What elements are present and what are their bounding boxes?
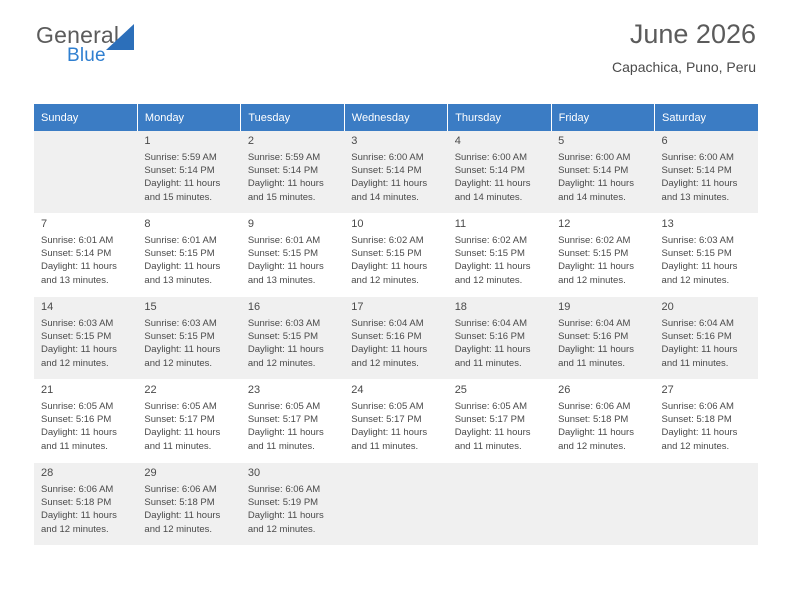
- calendar-cell: [34, 380, 137, 463]
- day-detail-line: Daylight: 11 hours: [558, 344, 634, 356]
- day-cell-20[interactable]: [655, 297, 758, 379]
- day-number: 7: [41, 218, 48, 230]
- calendar-cell: [241, 214, 344, 297]
- calendar-body: [34, 131, 758, 546]
- day-cell-9[interactable]: [241, 214, 344, 296]
- day-detail-line: Sunset: 5:18 PM: [661, 414, 732, 426]
- day-detail-line: Sunset: 5:17 PM: [247, 414, 319, 426]
- day-cell-24[interactable]: [344, 380, 447, 462]
- day-number: 10: [351, 218, 364, 230]
- day-detail-line: Daylight: 11 hours: [558, 261, 634, 273]
- day-detail-line: Daylight: 11 hours: [351, 427, 428, 439]
- day-detail-line: Sunrise: 6:02 AM: [351, 235, 424, 246]
- day-detail-line: Sunrise: 6:03 AM: [41, 318, 114, 329]
- day-detail-line: and 12 minutes.: [144, 523, 213, 535]
- calendar-cell: [241, 463, 344, 546]
- calendar-cell: [34, 131, 137, 214]
- calendar-cell: [137, 380, 240, 463]
- day-detail-line: Daylight: 11 hours: [144, 261, 221, 273]
- day-details: [248, 483, 338, 536]
- day-details: [662, 317, 752, 370]
- day-detail-line: Daylight: 11 hours: [144, 344, 221, 356]
- day-details: [455, 234, 545, 287]
- day-detail-line: and 11 minutes.: [661, 357, 729, 369]
- day-detail-line: Sunset: 5:14 PM: [247, 165, 319, 177]
- day-detail-line: Sunrise: 6:03 AM: [247, 318, 321, 329]
- day-detail-line: Sunrise: 6:05 AM: [144, 401, 217, 412]
- day-detail-line: Sunrise: 6:01 AM: [41, 235, 114, 246]
- day-detail-line: Sunset: 5:14 PM: [454, 165, 525, 177]
- day-detail-line: Sunset: 5:14 PM: [351, 165, 422, 177]
- day-number: 28: [41, 467, 54, 479]
- day-detail-line: Daylight: 11 hours: [41, 427, 117, 439]
- day-detail-line: and 12 minutes.: [558, 440, 626, 452]
- calendar-cell: [448, 214, 551, 297]
- day-cell-22[interactable]: [137, 380, 240, 462]
- day-detail-line: and 12 minutes.: [144, 357, 213, 369]
- day-number: 25: [454, 384, 467, 396]
- day-detail-line: and 12 minutes.: [247, 357, 316, 369]
- day-details: [248, 400, 338, 453]
- calendar-cell: [448, 131, 551, 214]
- day-detail-line: Sunset: 5:16 PM: [661, 331, 732, 343]
- day-cell-12[interactable]: [551, 214, 654, 296]
- day-detail-line: and 12 minutes.: [41, 357, 109, 369]
- day-detail-line: and 13 minutes.: [41, 274, 109, 286]
- calendar-cell: [344, 380, 447, 463]
- day-detail-line: Sunrise: 6:00 AM: [661, 152, 734, 163]
- weekday-header-tuesday: Tuesday: [241, 104, 344, 131]
- day-detail-line: Daylight: 11 hours: [454, 261, 531, 273]
- day-detail-line: Sunset: 5:15 PM: [454, 248, 525, 260]
- day-number: 12: [558, 218, 571, 230]
- day-number: 17: [351, 301, 364, 313]
- calendar-week-row: [34, 131, 758, 214]
- day-detail-line: and 12 minutes.: [247, 523, 316, 535]
- day-detail-line: Sunset: 5:18 PM: [144, 497, 215, 509]
- day-cell-empty: [344, 463, 447, 545]
- calendar-cell: [241, 131, 344, 214]
- weekday-header-thursday: Thursday: [448, 104, 551, 131]
- day-detail-line: and 13 minutes.: [661, 191, 730, 203]
- calendar-cell: [551, 380, 654, 463]
- day-cell-empty: [34, 131, 137, 213]
- day-number: 26: [558, 384, 571, 396]
- day-detail-line: Sunrise: 6:00 AM: [351, 152, 424, 163]
- day-detail-line: and 12 minutes.: [351, 274, 419, 286]
- page-title: June 2026: [629, 19, 756, 49]
- day-details: [41, 234, 131, 287]
- calendar-cell: [448, 463, 551, 546]
- day-detail-line: Sunset: 5:14 PM: [144, 165, 215, 177]
- day-cell-29[interactable]: [137, 463, 240, 545]
- day-detail-line: Sunset: 5:16 PM: [351, 331, 422, 343]
- day-detail-line: and 11 minutes.: [351, 440, 419, 452]
- day-cell-1[interactable]: [137, 131, 240, 213]
- day-details: [41, 317, 131, 370]
- day-details: [662, 400, 752, 453]
- day-detail-line: Daylight: 11 hours: [661, 344, 738, 356]
- day-detail-line: Sunrise: 6:06 AM: [661, 401, 734, 412]
- day-detail-line: Sunrise: 5:59 AM: [247, 152, 321, 163]
- day-number: 19: [558, 301, 571, 313]
- day-detail-line: Sunset: 5:18 PM: [558, 414, 629, 426]
- calendar-week-row: [34, 214, 758, 297]
- calendar-cell: [551, 214, 654, 297]
- calendar-cell: [137, 297, 240, 380]
- day-detail-line: Daylight: 11 hours: [144, 510, 221, 522]
- day-detail-line: Sunrise: 6:05 AM: [247, 401, 321, 412]
- day-details: [144, 317, 234, 370]
- day-detail-line: Sunrise: 6:06 AM: [41, 484, 114, 495]
- day-cell-empty: [655, 463, 758, 545]
- calendar-cell: [655, 297, 758, 380]
- day-detail-line: Daylight: 11 hours: [661, 178, 738, 190]
- day-detail-line: Sunset: 5:14 PM: [558, 165, 629, 177]
- day-detail-line: Sunset: 5:18 PM: [41, 497, 112, 509]
- day-detail-line: Sunrise: 6:06 AM: [558, 401, 631, 412]
- day-detail-line: Sunrise: 5:59 AM: [144, 152, 217, 163]
- weekday-header-monday: Monday: [137, 104, 240, 131]
- location-subtitle: Capachica, Puno, Peru: [612, 59, 756, 75]
- calendar-cell: [137, 214, 240, 297]
- day-details: [558, 234, 648, 287]
- day-details: [248, 234, 338, 287]
- day-details: [351, 317, 441, 370]
- weekday-header-saturday: Saturday: [655, 104, 758, 131]
- day-details: [351, 234, 441, 287]
- day-detail-line: and 12 minutes.: [351, 357, 419, 369]
- day-number: 6: [661, 135, 668, 147]
- day-details: [144, 234, 234, 287]
- day-detail-line: Sunset: 5:15 PM: [247, 331, 319, 343]
- day-detail-line: Sunrise: 6:06 AM: [247, 484, 321, 495]
- calendar-cell: [137, 131, 240, 214]
- day-number: 22: [144, 384, 157, 396]
- day-cell-10[interactable]: [344, 214, 447, 296]
- day-detail-line: Sunrise: 6:02 AM: [558, 235, 631, 246]
- day-detail-line: and 14 minutes.: [454, 191, 523, 203]
- day-details: [455, 317, 545, 370]
- day-detail-line: Daylight: 11 hours: [351, 178, 428, 190]
- day-detail-line: Daylight: 11 hours: [247, 261, 324, 273]
- day-details: [144, 151, 234, 204]
- day-cell-empty: [448, 463, 551, 545]
- day-detail-line: Sunset: 5:16 PM: [41, 414, 112, 426]
- day-number: 21: [41, 384, 54, 396]
- calendar-cell: [655, 131, 758, 214]
- day-detail-line: and 11 minutes.: [454, 440, 522, 452]
- day-detail-line: Sunset: 5:16 PM: [558, 331, 629, 343]
- day-detail-line: Daylight: 11 hours: [144, 427, 221, 439]
- day-detail-line: Daylight: 11 hours: [661, 261, 738, 273]
- calendar-cell: [448, 380, 551, 463]
- day-cell-19[interactable]: [551, 297, 654, 379]
- page-header: [34, 0, 758, 75]
- day-details: [144, 483, 234, 536]
- day-detail-line: Sunset: 5:15 PM: [558, 248, 629, 260]
- day-number: 4: [454, 135, 461, 147]
- day-number: 29: [144, 467, 157, 479]
- day-cell-7[interactable]: [34, 214, 137, 296]
- day-detail-line: Sunset: 5:19 PM: [247, 497, 319, 509]
- day-number: 23: [247, 384, 261, 396]
- sunrise-sunset-calendar: [34, 104, 758, 546]
- calendar-cell: [551, 463, 654, 546]
- day-details: [558, 151, 648, 204]
- day-detail-line: Sunrise: 6:04 AM: [351, 318, 424, 329]
- calendar-cell: [344, 214, 447, 297]
- day-detail-line: Sunset: 5:14 PM: [661, 165, 732, 177]
- day-number: 11: [454, 218, 467, 230]
- day-number: 20: [661, 301, 674, 313]
- day-cell-11[interactable]: [448, 214, 551, 296]
- weekday-header-wednesday: Wednesday: [344, 104, 447, 131]
- day-detail-line: Daylight: 11 hours: [247, 510, 324, 522]
- day-detail-line: and 15 minutes.: [247, 191, 316, 203]
- day-cell-18[interactable]: [448, 297, 551, 379]
- day-cell-26[interactable]: [551, 380, 654, 462]
- day-detail-line: Daylight: 11 hours: [558, 427, 634, 439]
- day-cell-17[interactable]: [344, 297, 447, 379]
- day-detail-line: Sunrise: 6:05 AM: [351, 401, 424, 412]
- calendar-cell: [344, 131, 447, 214]
- day-number: 30: [247, 467, 261, 479]
- day-detail-line: Daylight: 11 hours: [351, 261, 428, 273]
- day-details: [248, 151, 338, 204]
- calendar-cell: [551, 131, 654, 214]
- day-detail-line: Sunset: 5:16 PM: [454, 331, 525, 343]
- day-detail-line: Sunset: 5:15 PM: [144, 248, 215, 260]
- day-details: [662, 151, 752, 204]
- day-detail-line: Daylight: 11 hours: [144, 178, 221, 190]
- day-number: 15: [144, 301, 157, 313]
- day-cell-25[interactable]: [448, 380, 551, 462]
- day-number: 1: [144, 135, 151, 147]
- day-detail-line: Sunrise: 6:04 AM: [558, 318, 631, 329]
- day-details: [351, 151, 441, 204]
- day-detail-line: Sunset: 5:17 PM: [454, 414, 525, 426]
- day-detail-line: Sunset: 5:15 PM: [247, 248, 319, 260]
- logo-triangle-icon: [106, 24, 134, 50]
- day-cell-13[interactable]: [655, 214, 758, 296]
- day-cell-5[interactable]: [551, 131, 654, 213]
- day-detail-line: and 11 minutes.: [247, 440, 315, 452]
- day-details: [248, 317, 338, 370]
- day-detail-line: Daylight: 11 hours: [351, 344, 428, 356]
- day-details: [144, 400, 234, 453]
- day-detail-line: Daylight: 11 hours: [247, 178, 324, 190]
- day-detail-line: Daylight: 11 hours: [454, 178, 531, 190]
- weekday-header-sunday: Sunday: [34, 104, 137, 131]
- day-details: [558, 400, 648, 453]
- calendar-cell: [551, 297, 654, 380]
- day-cell-21[interactable]: [34, 380, 137, 462]
- day-detail-line: Sunset: 5:15 PM: [144, 331, 215, 343]
- calendar-cell: [344, 463, 447, 546]
- calendar-cell: [448, 297, 551, 380]
- day-details: [351, 400, 441, 453]
- general-blue-logo: [36, 22, 216, 70]
- day-details: [662, 234, 752, 287]
- calendar-week-row: [34, 380, 758, 463]
- day-detail-line: Sunset: 5:17 PM: [351, 414, 422, 426]
- day-cell-27[interactable]: [655, 380, 758, 462]
- weekday-header-friday: Friday: [551, 104, 654, 131]
- calendar-week-row: [34, 297, 758, 380]
- day-cell-3[interactable]: [344, 131, 447, 213]
- day-detail-line: Daylight: 11 hours: [41, 344, 117, 356]
- day-detail-line: and 13 minutes.: [144, 274, 213, 286]
- logo-text-general: General: [36, 22, 120, 48]
- day-details: [455, 151, 545, 204]
- calendar-cell: [344, 297, 447, 380]
- day-detail-line: Sunrise: 6:05 AM: [454, 401, 528, 412]
- logo-text-blue: Blue: [67, 45, 106, 66]
- day-cell-28[interactable]: [34, 463, 137, 545]
- day-cell-30[interactable]: [241, 463, 344, 545]
- day-cell-6[interactable]: [655, 131, 758, 213]
- day-number: 27: [661, 384, 674, 396]
- calendar-cell: [241, 297, 344, 380]
- day-cell-8[interactable]: [137, 214, 240, 296]
- calendar-week-row: [34, 463, 758, 546]
- day-detail-line: Sunrise: 6:03 AM: [661, 235, 734, 246]
- day-detail-line: and 12 minutes.: [454, 274, 523, 286]
- day-number: 24: [351, 384, 364, 396]
- day-detail-line: Daylight: 11 hours: [661, 427, 738, 439]
- calendar-cell: [34, 463, 137, 546]
- day-detail-line: and 13 minutes.: [247, 274, 316, 286]
- day-detail-line: and 14 minutes.: [558, 191, 626, 203]
- day-cell-2[interactable]: [241, 131, 344, 213]
- day-detail-line: Sunrise: 6:04 AM: [661, 318, 734, 329]
- day-detail-line: Sunset: 5:15 PM: [661, 248, 732, 260]
- day-detail-line: Sunrise: 6:02 AM: [454, 235, 528, 246]
- day-detail-line: Sunset: 5:14 PM: [41, 248, 112, 260]
- day-detail-line: and 11 minutes.: [558, 357, 626, 369]
- day-detail-line: Sunrise: 6:00 AM: [454, 152, 528, 163]
- day-detail-line: Daylight: 11 hours: [41, 261, 117, 273]
- day-detail-line: Daylight: 11 hours: [247, 344, 324, 356]
- calendar-cell: [137, 463, 240, 546]
- day-cell-15[interactable]: [137, 297, 240, 379]
- day-detail-line: and 12 minutes.: [41, 523, 109, 535]
- calendar-cell: [655, 214, 758, 297]
- day-number: 3: [351, 135, 358, 147]
- title-block: [612, 18, 756, 75]
- day-number: 8: [144, 218, 151, 230]
- day-detail-line: Sunset: 5:17 PM: [144, 414, 215, 426]
- calendar-cell: [655, 463, 758, 546]
- day-detail-line: Daylight: 11 hours: [558, 178, 634, 190]
- day-detail-line: Sunrise: 6:00 AM: [558, 152, 631, 163]
- day-detail-line: Sunrise: 6:04 AM: [454, 318, 528, 329]
- calendar-cell: [34, 297, 137, 380]
- day-detail-line: Sunset: 5:15 PM: [351, 248, 422, 260]
- day-detail-line: Sunrise: 6:03 AM: [144, 318, 217, 329]
- day-number: 14: [41, 301, 54, 313]
- day-number: 2: [247, 135, 254, 147]
- day-detail-line: Daylight: 11 hours: [41, 510, 117, 522]
- day-number: 16: [247, 301, 261, 313]
- day-number: 9: [247, 218, 254, 230]
- day-detail-line: Sunset: 5:15 PM: [41, 331, 112, 343]
- day-cell-4[interactable]: [448, 131, 551, 213]
- day-detail-line: and 11 minutes.: [454, 357, 522, 369]
- day-detail-line: and 14 minutes.: [351, 191, 419, 203]
- day-details: [455, 400, 545, 453]
- day-detail-line: Sunrise: 6:01 AM: [144, 235, 217, 246]
- day-detail-line: and 11 minutes.: [41, 440, 108, 452]
- day-detail-line: and 12 minutes.: [558, 274, 626, 286]
- day-number: 5: [558, 135, 565, 147]
- weekday-header-row: [34, 104, 758, 131]
- day-details: [558, 317, 648, 370]
- day-number: 13: [661, 218, 674, 230]
- day-cell-23[interactable]: [241, 380, 344, 462]
- day-cell-empty: [551, 463, 654, 545]
- day-detail-line: Sunrise: 6:06 AM: [144, 484, 217, 495]
- day-detail-line: and 11 minutes.: [144, 440, 212, 452]
- day-details: [41, 483, 131, 536]
- day-detail-line: and 15 minutes.: [144, 191, 213, 203]
- day-detail-line: Daylight: 11 hours: [454, 344, 531, 356]
- calendar-cell: [34, 214, 137, 297]
- day-details: [41, 400, 131, 453]
- day-detail-line: Daylight: 11 hours: [247, 427, 324, 439]
- day-detail-line: Daylight: 11 hours: [454, 427, 531, 439]
- calendar-cell: [241, 380, 344, 463]
- day-detail-line: and 12 minutes.: [661, 440, 730, 452]
- calendar-cell: [655, 380, 758, 463]
- day-detail-line: Sunrise: 6:01 AM: [247, 235, 321, 246]
- day-cell-14[interactable]: [34, 297, 137, 379]
- day-detail-line: Sunrise: 6:05 AM: [41, 401, 114, 412]
- day-cell-16[interactable]: [241, 297, 344, 379]
- day-number: 18: [454, 301, 467, 313]
- day-detail-line: and 12 minutes.: [661, 274, 730, 286]
